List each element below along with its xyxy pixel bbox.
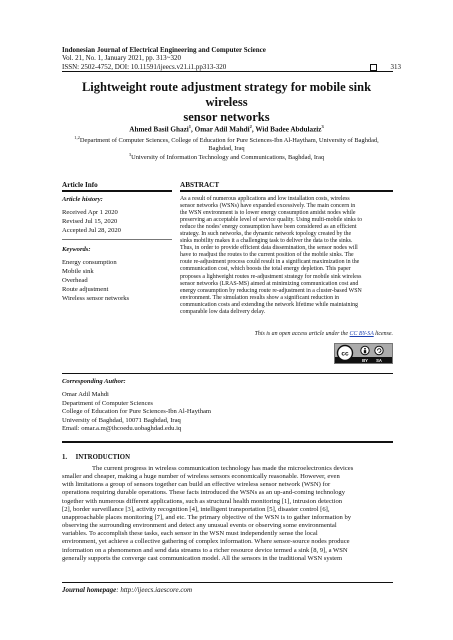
journal-issn: ISSN: 2502-4752, DOI: 10.11591/ijeecs.v21.i1.pp313-320 bbox=[62, 62, 227, 71]
intro-line: smaller and cheaper, making a huge number of wireless sensors economically reasonable. However, even bbox=[62, 473, 340, 481]
intro-line: with limitations a group of sensors together can build an effective wireless sensor network (WSN) for bbox=[62, 481, 331, 489]
keyword: Overhead bbox=[62, 277, 88, 284]
corresponding-university: University of Baghdad, 10071 Baghdad, Iraq bbox=[62, 416, 181, 424]
sa-text: SA bbox=[376, 357, 382, 363]
corresponding-college: College of Education for Pure Sciences-Ibn Al-Haytham bbox=[62, 408, 212, 416]
abstract-line: reduce the nodes' energy consumption have been considered as an efficient bbox=[180, 224, 357, 231]
abstract-line: As a result of numerous applications and low installation costs, wireless bbox=[180, 196, 350, 202]
journal-volume: Vol. 21, No. 1, January 2021, pp. 313~320 bbox=[62, 54, 181, 63]
corresponding-bottom-rule bbox=[62, 441, 393, 443]
intro-line: [2], border surveillance [3], activity recognition [4], intelligent transportation [5], disaster control [6], bbox=[62, 505, 330, 513]
article-info-heading: Article Info bbox=[62, 181, 98, 189]
aff-1-sup: 1,2 bbox=[74, 135, 80, 140]
abstract-line: sensor networks (WSNs) have expanded excessively. The main concern in bbox=[180, 203, 356, 210]
keywords-heading: Keywords: bbox=[62, 246, 91, 253]
revised-date: Revised Jul 15, 2020 bbox=[62, 218, 118, 225]
corresponding-heading: Corresponding Author: bbox=[62, 378, 126, 385]
author-3: Wid Badee Abdulaziz bbox=[255, 125, 322, 134]
author-list: Ahmed Basil Ghazi$^1$, Omar Adil Mahdi$^2$, Wid Badee Abdulaziz$^3$ bbox=[129, 124, 324, 134]
abstract-line: the WSN environment is to lower energy consumption amidst nodes while bbox=[180, 210, 356, 217]
received-date: Received Apr 1 2020 bbox=[62, 209, 118, 216]
aff-1-line-1: Department of Computer Sciences, College of Education for Pure Sciences-Ibn Al-Haytham, University of Baghdad, bbox=[79, 137, 379, 145]
abstract-line: preserving an acceptable level of service quality. Using multi-mobile sinks to bbox=[180, 217, 363, 224]
author-2-sup: 2 bbox=[249, 124, 252, 129]
intro-heading: 1. INTRODUCTION bbox=[62, 454, 130, 461]
abstract-line: strategy. In such networks, the dynamic network topology created by the bbox=[180, 231, 352, 238]
history-dates bbox=[62, 208, 121, 235]
abstract-line: route re-adjustment process could result in a significant maximization in the bbox=[180, 259, 360, 266]
abstract-line: Thus, in order to provide efficient data dissemination, the sensor nodes will bbox=[180, 245, 358, 252]
footer-rule bbox=[62, 582, 393, 583]
license-statement bbox=[180, 331, 393, 337]
author-3-sup: 3 bbox=[321, 124, 324, 129]
abstract-line: sinks mobility makes it a challenging task to deliver the data to the sinks. bbox=[180, 238, 353, 245]
aff-2-sup: 3 bbox=[128, 152, 132, 157]
keyword: Wireless sensor networks bbox=[62, 295, 130, 302]
license-suffix: license. bbox=[373, 331, 393, 337]
cc-license-badge[interactable] bbox=[334, 343, 393, 364]
license-link[interactable]: CC BY-SA bbox=[349, 331, 374, 337]
license-prefix: This is an open access article under the bbox=[254, 331, 350, 337]
journal-name: Indonesian Journal of Electrical Engineering and Computer Science bbox=[62, 46, 266, 54]
intro-line: variables. To accomplish these tasks, each sensor in the WSN must independently sense the local bbox=[62, 530, 318, 538]
running-header bbox=[62, 46, 402, 71]
page-number-area bbox=[370, 63, 402, 71]
sa-share-icon bbox=[375, 346, 383, 354]
intro-line: operations requiring durable operations. These facts introduced the WSNs as an up-and-coming technology bbox=[62, 489, 346, 497]
cc-text: cc bbox=[341, 350, 349, 358]
paper-title bbox=[60, 80, 393, 125]
abstract-line: have to readjust the routes to the current position of the mobile sinks. The bbox=[180, 252, 354, 259]
corresponding-email[interactable]: Email: omar.a.m@ihcoedu.uobaghdad.edu.iq bbox=[62, 425, 182, 433]
intro-line: environment, yet achieve a collective gathering of complex information. Where sensor-source nodes produce bbox=[62, 538, 350, 546]
homepage-url[interactable]: : http://ijeecs.iaescore.com bbox=[116, 586, 193, 594]
corresponding-name: Omar Adil Mahdi bbox=[62, 391, 109, 398]
abstract-line: communication costs and extending the network lifetime while maintaining bbox=[180, 301, 358, 308]
page-number: 313 bbox=[390, 63, 401, 71]
keywords-rule bbox=[62, 239, 172, 240]
abstract-line: energy consumption by reducing route re-adjustment in a cluster-based WSN bbox=[180, 287, 362, 294]
title-line-1: Lightweight route adjustment strategy for mobile sink wireless bbox=[81, 80, 372, 109]
abstract-line: sensor networks (LRAS-MS) aimed at minimizing communication cost and bbox=[180, 280, 359, 287]
keywords-list bbox=[62, 258, 129, 303]
intro-line: together with numerous different applications, such as structural health monitoring [1], intrusion detection bbox=[62, 497, 343, 505]
square-icon bbox=[370, 64, 377, 71]
title-line-2: sensor networks bbox=[183, 110, 270, 124]
author-2: Omar Adil Mahdi bbox=[194, 125, 250, 134]
keyword: Mobile sink bbox=[62, 268, 94, 275]
corresponding-top-rule bbox=[62, 373, 393, 374]
accepted-date: Accepted Jul 28, 2020 bbox=[62, 227, 121, 234]
cc-badge-graphic bbox=[335, 344, 392, 363]
abstract-line: comparable low data delivery delay. bbox=[180, 308, 266, 315]
abstract-line: proposes a lightweight routes re-adjustment strategy for mobile sink wireless bbox=[180, 273, 362, 280]
author-1: Ahmed Basil Ghazi bbox=[129, 125, 189, 134]
aff-2-line-1: University of Information Technology and Communications, Baghdad, Iraq bbox=[131, 154, 325, 162]
header-divider bbox=[62, 71, 393, 72]
keyword: Route adjustment bbox=[62, 286, 109, 293]
homepage-label: Journal homepage bbox=[62, 586, 117, 594]
intro-line: unapproachable places monitoring [7], and etc. The primary objective of the WSN is to gather information by bbox=[62, 513, 352, 521]
article-info-rule bbox=[62, 190, 172, 192]
intro-line: The current progress in wireless communication technology has made the microelectronics devices bbox=[92, 465, 354, 472]
intro-line: information on a phenomenon and send data streams to a richer resource device termed a sink [8, 9], a WSN bbox=[62, 546, 348, 554]
abstract-text bbox=[180, 196, 393, 316]
by-text: BY bbox=[362, 357, 368, 363]
abstract-line: environment. The simulation results show a significant reduction in bbox=[180, 294, 340, 301]
affiliation-2 bbox=[70, 151, 383, 162]
intro-text bbox=[62, 465, 394, 563]
corresponding-dept: Department of Computer Sciences bbox=[62, 399, 154, 407]
author-1-sup: 1 bbox=[188, 124, 192, 129]
intro-line: generally supports the converge cast communication model. All the sensors in the traditional WSN system bbox=[62, 554, 343, 562]
history-heading: Article history: bbox=[62, 196, 103, 203]
aff-1-line-2: Baghdad, Iraq bbox=[208, 145, 245, 153]
abstract-rule bbox=[180, 190, 393, 192]
keyword: Energy consumption bbox=[62, 259, 117, 266]
corresponding-details bbox=[62, 391, 211, 434]
journal-homepage bbox=[62, 586, 192, 594]
abstract-heading: ABSTRACT bbox=[180, 181, 220, 189]
intro-line: observing the surrounding environment and detect any unusual events or observing some environmental bbox=[62, 522, 337, 530]
abstract-line: communication cost, which boosts the total energy depletion. This paper bbox=[180, 266, 351, 273]
